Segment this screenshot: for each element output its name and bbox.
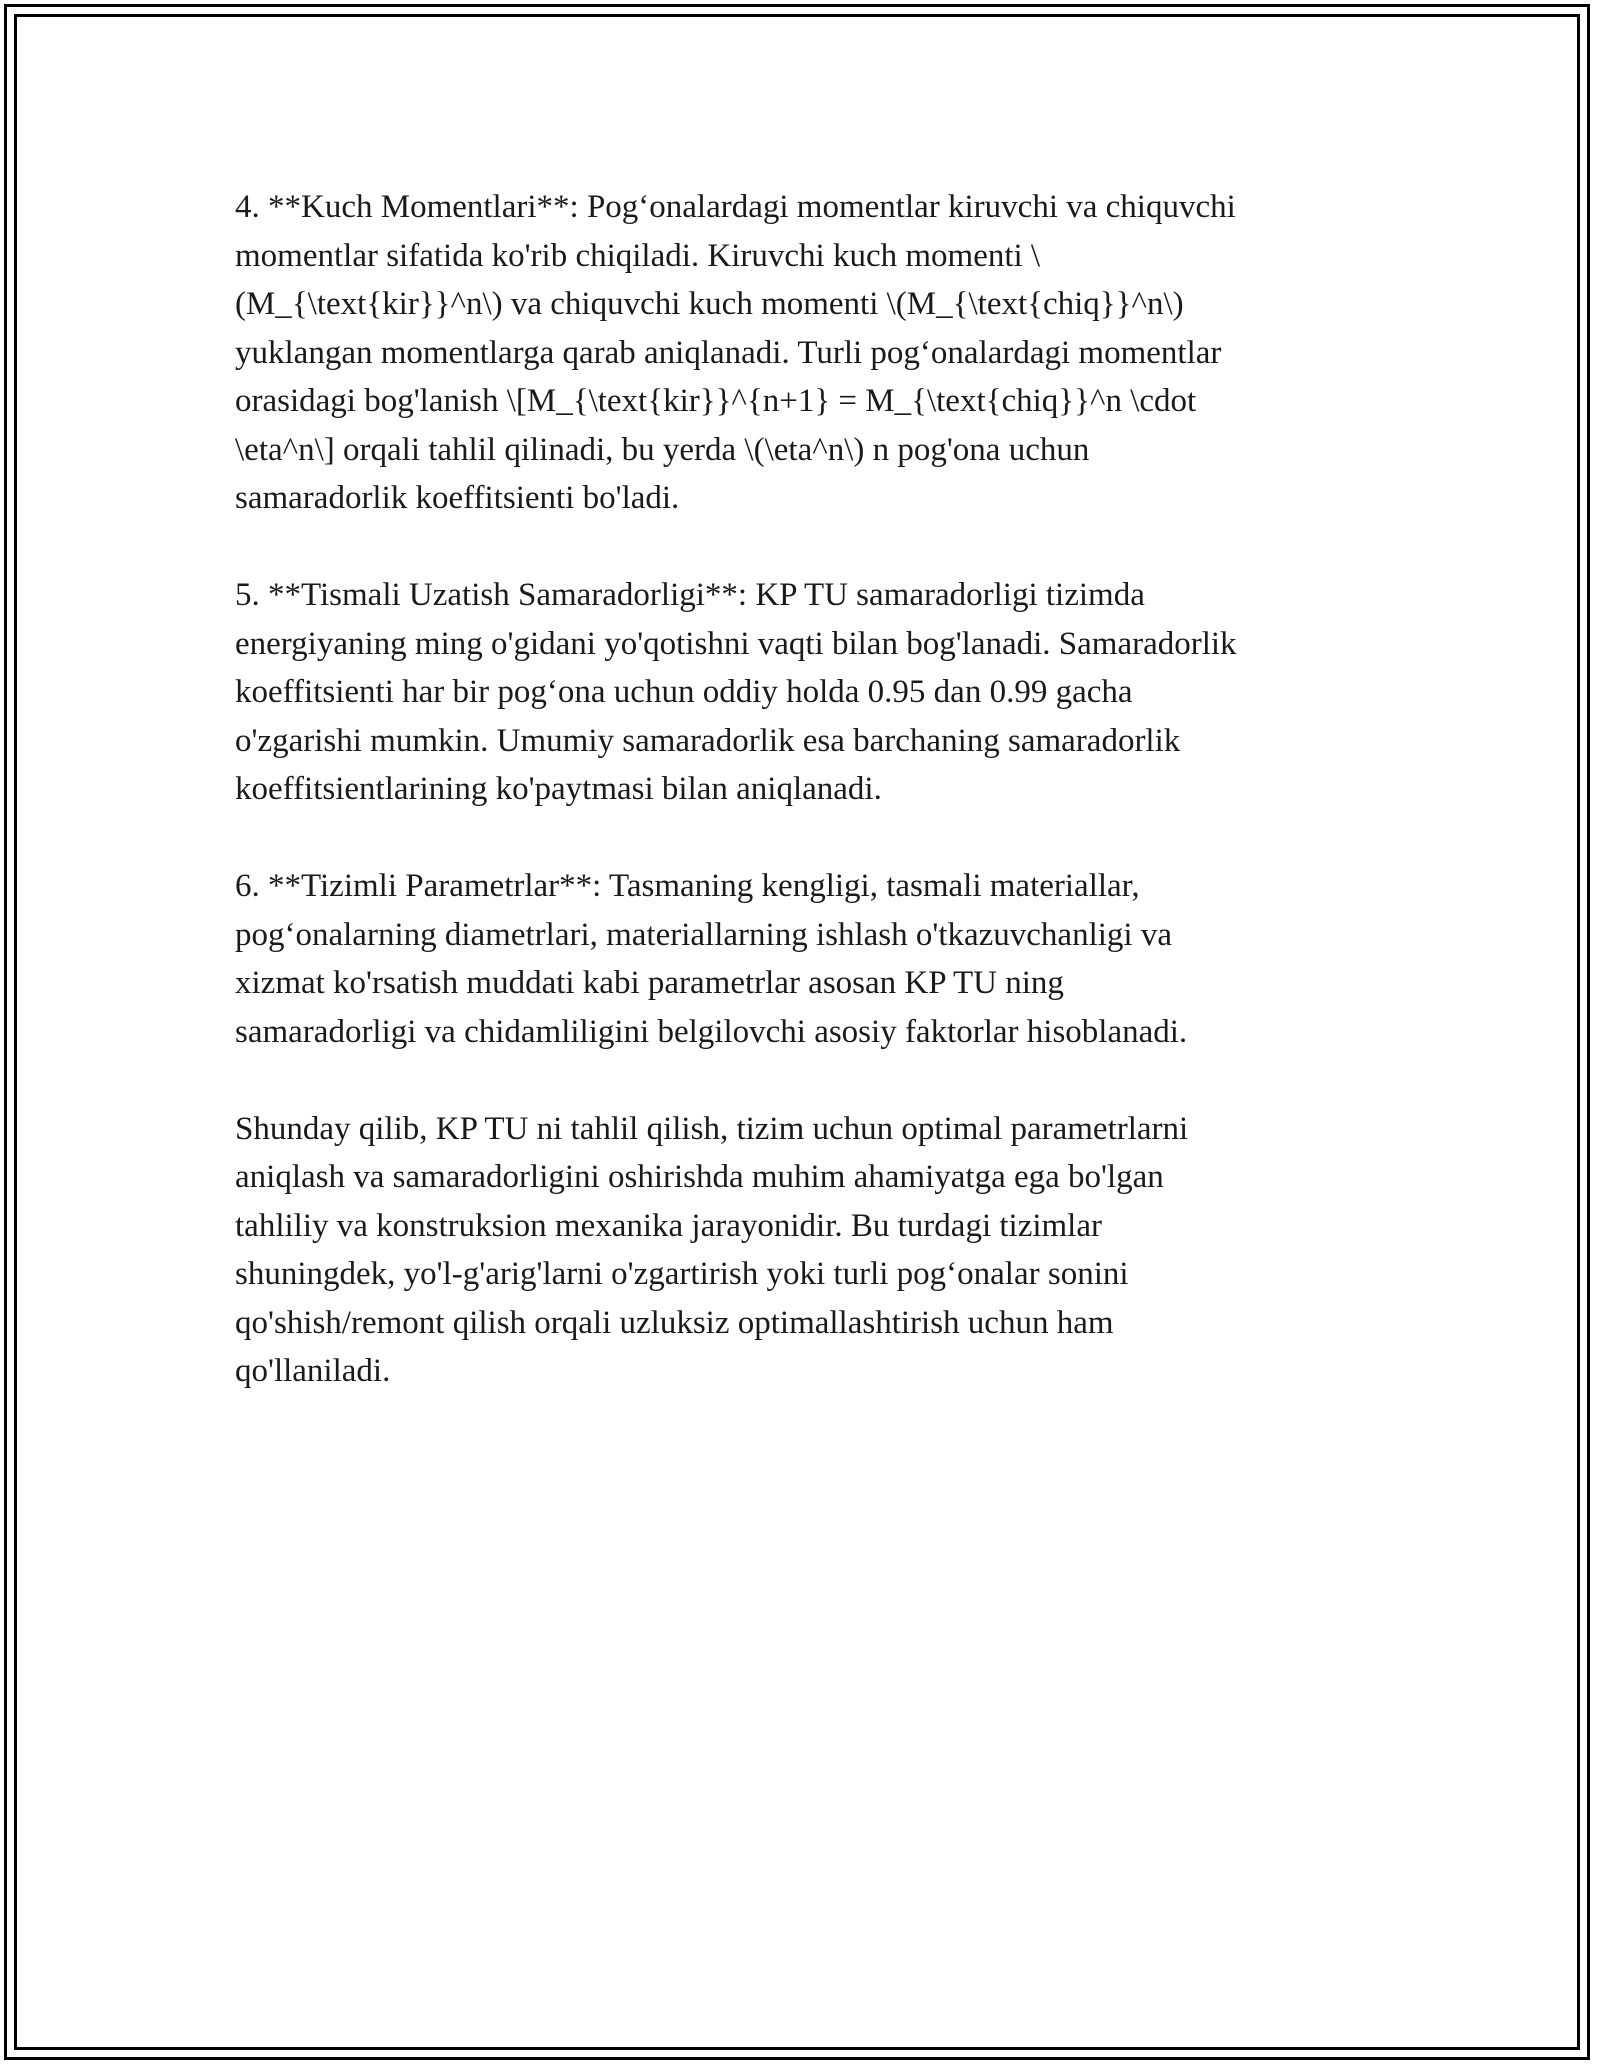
paragraph-conclusion: Shunday qilib, KP TU ni tahlil qilish, tizim uchun optimal parametrlarni aniqlash va samaradorligini oshirishda muhim ahamiyatga ega bo'lgan tahliliy va konstruksion mexanika jarayonidir. Bu turdagi tizimlar shuningdek, yo'l-g'arig'larni o'zgartirish yoki turli pog‘onalar sonini qo'shish/remont qilish orqali uzluksiz optimallashtirish uchun ham qo'llaniladi.	[235, 1110, 1189, 1389]
paragraph-kuch-momentlari: 4. **Kuch Momentlari**: Pog‘onalardagi momentlar kiruvchi va chiquvchi momentlar sifatida ko'rib chiqiladi. Kiruvchi kuch momenti \ (M_{\text{kir}}^n\) va chiquvchi kuch momenti \(M_{\text{chiq}}^n\) yuklangan momentlarga qarab aniqlanadi. Turli pog‘onalardagi momentlar orasidagi bog'lanish \[M_{\text{kir}}^{n+1} = M_{\text{chiq}}^n \cdot \eta^n\] orqali tahlil qilinadi, bu yerda \(\eta^n\) n pog'ona uchun samaradorlik koeffitsienti bo'ladi.	[235, 189, 1236, 516]
document-body	[235, 183, 1365, 1444]
paragraph-tizimli-parametrlar: 6. **Tizimli Parametrlar**: Tasmaning kengligi, tasmali materiallar, pog‘onalarning diametrlari, materiallarning ishlash o'tkazuvchanligi va xizmat ko'rsatish muddati kabi parametrlar asosan KP TU ning samaradorligi va chidamliligini belgilovchi asosiy faktorlar hisoblanadi.	[235, 868, 1188, 1050]
paragraph-tismali-uzatish-samaradorligi: 5. **Tismali Uzatish Samaradorligi**: KP TU samaradorligi tizimda energiyaning ming o'gidani yo'qotishni vaqti bilan bog'lanadi. Samaradorlik koeffitsienti har bir pog‘ona uchun oddiy holda 0.95 dan 0.99 gacha o'zgarishi mumkin. Umumiy samaradorlik esa barchaning samaradorlik koeffitsientlarining ko'paytmasi bilan aniqlanadi.	[235, 577, 1237, 807]
